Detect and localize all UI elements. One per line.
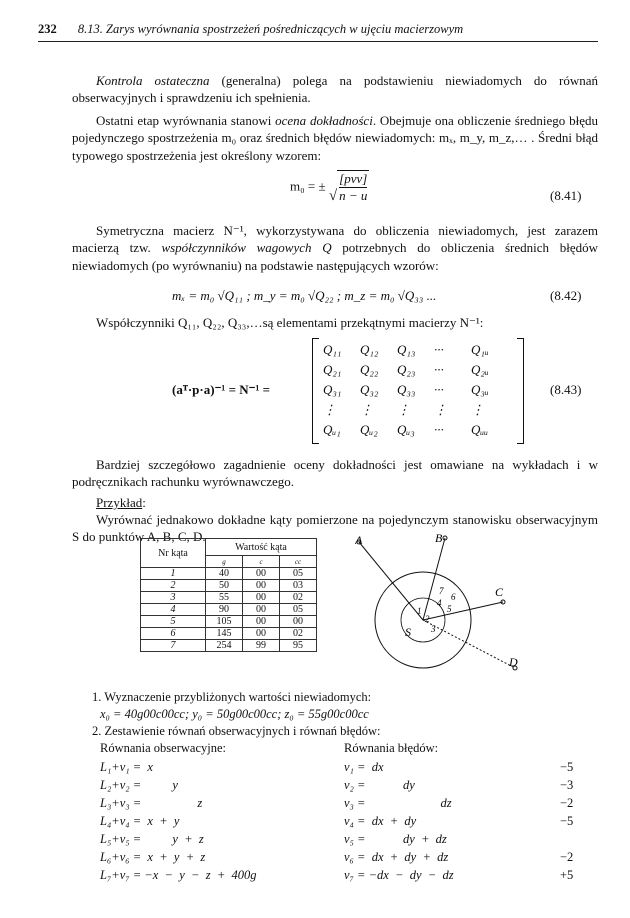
err-const: −5 — [560, 760, 574, 774]
cell: 00 — [280, 616, 317, 628]
matrix-cell: ⋮ — [434, 402, 447, 417]
matrix-cell: Q₂ᵤ — [471, 362, 489, 377]
page-header — [38, 22, 598, 37]
eq-tag-8-43: (8.43) — [550, 382, 582, 397]
obs-eq: L₁+v₁ = x — [100, 760, 153, 774]
eq-tag-8-41: (8.41) — [550, 188, 582, 203]
label-b: B — [435, 532, 443, 545]
table-row — [141, 616, 317, 628]
matrix-cell: ··· — [434, 342, 444, 357]
matrix-cell: ⋮ — [360, 402, 373, 417]
cell: 7 — [141, 640, 206, 652]
matrix-cell: ··· — [434, 422, 444, 437]
example-text: Wyrównać jednakowo dokładne kąty pomierzone na pojedynczym stanowisku obserwacyjnym S do punktów A, B, C, D. — [72, 512, 598, 545]
err-eq: v₆ = dx + dy + dz — [344, 850, 449, 864]
err-const: −5 — [560, 814, 574, 828]
cell: 02 — [280, 628, 317, 640]
ray-c — [423, 602, 503, 620]
err-eq: v₃ = dz — [344, 796, 452, 810]
matrix-cell: Q₂₂ — [360, 362, 379, 377]
eq-numerator: [pvv] — [339, 171, 368, 186]
cell: 00 — [243, 592, 280, 604]
angle-label: 2 — [425, 614, 430, 624]
matrix-cell: Qᵤᵤ — [471, 422, 489, 437]
cell: 05 — [280, 568, 317, 580]
err-eq: v₄ = dx + dy — [344, 814, 417, 828]
equation-8-43-lhs: (aᵀ·p·a)⁻¹ = N⁻¹ = — [172, 382, 271, 397]
cell: 3 — [141, 592, 206, 604]
cell: 145 — [206, 628, 243, 640]
obs-eq: L₆+v₆ = x + y + z — [100, 850, 206, 864]
label-c: C — [495, 585, 504, 599]
cell: 00 — [243, 604, 280, 616]
table-row — [141, 640, 317, 652]
step-1-values: x₀ = 40g00c00cc; y₀ = 50g00c00cc; z₀ = 55g00c00cc — [100, 707, 369, 721]
paragraph-text: . Obejmuje ona obliczenie średniego błędu pojedynczego spostrzeżenia m₀ oraz średnich błędów niewiadomych: mₓ, m_y, m_z,… . Średni błąd typowego spostrzeżenia jest określony wzorem: — [72, 113, 598, 163]
example-heading: Przykład — [96, 495, 143, 510]
obs-eq: L₂+v₂ = y — [100, 778, 178, 792]
table-row — [141, 592, 317, 604]
err-eq: v₇ = −dx − dy − dz — [344, 868, 454, 882]
cell: 254 — [206, 640, 243, 652]
paragraph-final-check — [72, 72, 598, 107]
col-header-nr: Nr kąta — [141, 539, 206, 568]
paragraph-weights — [72, 222, 598, 274]
cell: 105 — [206, 616, 243, 628]
cell: 1 — [141, 568, 206, 580]
example-label: Przykład: — [96, 495, 146, 510]
matrix-n-inverse — [312, 338, 524, 444]
cell: 03 — [280, 580, 317, 592]
matrix-row — [323, 342, 513, 358]
cell: 00 — [243, 580, 280, 592]
cell: 00 — [243, 628, 280, 640]
paragraph-coefficients: Współczynniki Q₁₁, Q₂₂, Q₃₃,…są elementami przekątnymi macierzy N⁻¹: — [96, 315, 484, 330]
angle-label: 1 — [417, 606, 422, 616]
angle-label: 3 — [431, 624, 436, 634]
err-eq: v₁ = dx — [344, 760, 384, 774]
label-d: D — [509, 655, 518, 669]
matrix-row — [323, 402, 513, 418]
ray-d — [423, 620, 515, 668]
ray-a — [359, 542, 423, 620]
matrix-cell: Q₂₁ — [323, 362, 342, 377]
cell: 02 — [280, 592, 317, 604]
matrix-cell: Q₃₂ — [360, 382, 379, 397]
cell: 05 — [280, 604, 317, 616]
table-row — [141, 568, 317, 580]
err-const: −3 — [560, 778, 574, 792]
eq-denominator: n − u — [339, 188, 368, 203]
err-const: +5 — [560, 868, 574, 882]
matrix-cell: Q₁₁ — [323, 342, 342, 357]
station-diagram — [355, 532, 525, 682]
section-title: 8.13. Zarys wyrównania spostrzeżeń pośredniczących w ujęciu macierzowym — [77, 22, 464, 36]
matrix-row — [323, 422, 513, 438]
table-row — [141, 604, 317, 616]
page-number: 232 — [38, 22, 57, 36]
equation-8-42: mₓ = m₀ √Q₁₁ ; m_y = m₀ √Q₂₂ ; m_z = m₀ √Q₃₃ ... — [172, 288, 437, 303]
err-eq: v₅ = dy + dz — [344, 832, 447, 846]
cell: 50 — [206, 580, 243, 592]
matrix-cell: ··· — [434, 362, 444, 377]
err-heading: Równania błędów: — [344, 741, 439, 755]
eq-lhs: m₀ = ± — [290, 178, 326, 194]
err-eq: v₂ = dy — [344, 778, 415, 792]
matrix-cell: Q₃₁ — [323, 382, 342, 397]
unit-c: c — [243, 556, 280, 568]
paragraph-text: Ostatni etap wyrównania stanowi — [96, 113, 276, 128]
matrix-cell: Q₃ᵤ — [471, 382, 489, 397]
matrix-cell: ⋮ — [397, 402, 410, 417]
paragraph-text: (generalna) polega na podstawieniu niewiadomych do równań obserwacyjnych i sprawdzeniu ich spełnienia. — [72, 73, 598, 106]
equation-8-41: m₀ = ± √ [pvv] n − u — [290, 171, 368, 204]
matrix-cell: Q₁ᵤ — [471, 342, 489, 357]
matrix-row — [323, 382, 513, 398]
eq-tag-8-42: (8.42) — [550, 288, 582, 303]
cell: 95 — [280, 640, 317, 652]
cell: 90 — [206, 604, 243, 616]
err-const: −2 — [560, 850, 574, 864]
term-weights: współczynników wagowych Q — [161, 240, 332, 256]
matrix-cell: Qᵤ₃ — [397, 422, 415, 437]
cell: 00 — [243, 616, 280, 628]
angle-label: 5 — [447, 604, 452, 614]
step-1-title: 1. Wyznaczenie przybliżonych wartości niewiadomych: — [92, 690, 372, 704]
angles-table — [140, 538, 317, 652]
matrix-cell: ··· — [434, 382, 444, 397]
angle-label: 4 — [437, 598, 442, 608]
paragraph-text: Symetryczna macierz N⁻¹, wykorzystywana do obliczenia niewiadomych, jest zarazem macierzą tzw. — [72, 223, 598, 256]
cell: 6 — [141, 628, 206, 640]
obs-eq: L₅+v₅ = y + z — [100, 832, 204, 846]
matrix-cell: Qᵤ₁ — [323, 422, 341, 437]
matrix-cell: ⋮ — [323, 402, 336, 417]
obs-eq: L₇+v₇ = −x − y − z + 400g — [100, 868, 257, 882]
term-final-check: Kontrola ostateczna — [96, 73, 210, 88]
obs-eq: L₃+v₃ = z — [100, 796, 203, 810]
col-header-value: Wartość kąta — [206, 539, 317, 556]
err-const: −2 — [560, 796, 574, 810]
cell: 55 — [206, 592, 243, 604]
cell: 4 — [141, 604, 206, 616]
label-a: A — [355, 533, 363, 547]
obs-heading: Równania obserwacyjne: — [100, 741, 227, 755]
angle-label: 6 — [451, 592, 456, 602]
step-2-title: 2. Zestawienie równań obserwacyjnych i równań błędów: — [92, 724, 381, 738]
angle-label: 7 — [439, 586, 444, 596]
cell: 5 — [141, 616, 206, 628]
table-row — [141, 628, 317, 640]
matrix-cell: Q₁₂ — [360, 342, 379, 357]
matrix-cell: Q₂₃ — [397, 362, 416, 377]
table-row — [141, 580, 317, 592]
cell: 99 — [243, 640, 280, 652]
matrix-cell: ⋮ — [471, 402, 484, 417]
paragraph-details: Bardziej szczegółowo zagadnienie oceny dokładności jest omawiane na wykładach i w podręcznikach rachunku wyrównawczego. — [72, 457, 598, 490]
paragraph-accuracy — [72, 112, 598, 164]
matrix-row — [323, 362, 513, 378]
label-s: S — [405, 625, 411, 639]
unit-cc: cc — [280, 556, 317, 568]
matrix-cell: Q₁₃ — [397, 342, 416, 357]
unit-g: g — [206, 556, 243, 568]
matrix-cell: Q₃₃ — [397, 382, 416, 397]
paragraph-text: potrzebnych do obliczenia średnich błędów niewiadomych (po wyrównaniu) na podstawie następujących wzorów: — [72, 240, 598, 273]
term-accuracy: ocena dokładności — [275, 113, 373, 128]
header-rule — [38, 41, 598, 42]
cell: 40 — [206, 568, 243, 580]
cell: 2 — [141, 580, 206, 592]
cell: 00 — [243, 568, 280, 580]
matrix-cell: Qᵤ₂ — [360, 422, 378, 437]
obs-eq: L₄+v₄ = x + y — [100, 814, 180, 828]
